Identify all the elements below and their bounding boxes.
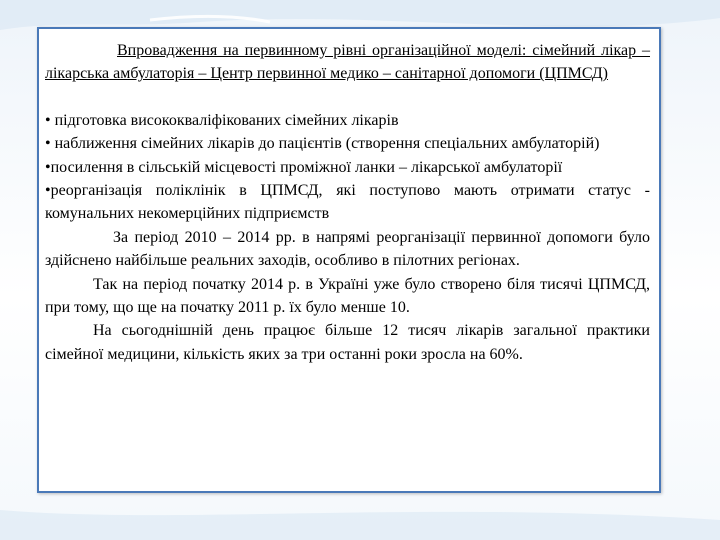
- text-panel: [37, 27, 661, 493]
- heading: Впровадження на первинному рівні організаційної моделі: сімейний лікар – лікарська амбулаторія – Центр первинної медико – санітарної допомоги (ЦПМСД): [45, 42, 650, 83]
- bullet-item-2: • наближення сімейних лікарів до пацієнтів (створення спеціальних амбулаторій): [45, 135, 600, 153]
- bullet-item-1: • підготовка висококваліфікованих сімейних лікарів: [45, 111, 399, 129]
- paragraph-1: За період 2010 – 2014 рр. в напрямі реорганізації первинної допомоги було здійснено найбільше реальних заходів, особливо в пілотних регіонах.: [45, 228, 650, 270]
- spacer: [45, 86, 650, 109]
- document-body: [45, 39, 650, 366]
- paragraph-3: На сьогоднішній день працює більше 12 тисяч лікарів загальної практики сімейної медицини, кількість яких за три останні роки зросла на 60%.: [45, 322, 650, 363]
- bullet-item-3: •посилення в сільській місцевості проміжної ланки – лікарської амбулаторії: [45, 158, 563, 176]
- bullet-item-4: •реорганізація поліклінік в ЦПМСД, які поступово мають отримати статус - комунальних некомерційних підприємств: [45, 182, 650, 223]
- paragraph-2: Так на період початку 2014 р. в Україні уже було створено біля тисячі ЦПМСД, при тому, що ще на початку 2011 р. їх було менше 10.: [45, 275, 650, 317]
